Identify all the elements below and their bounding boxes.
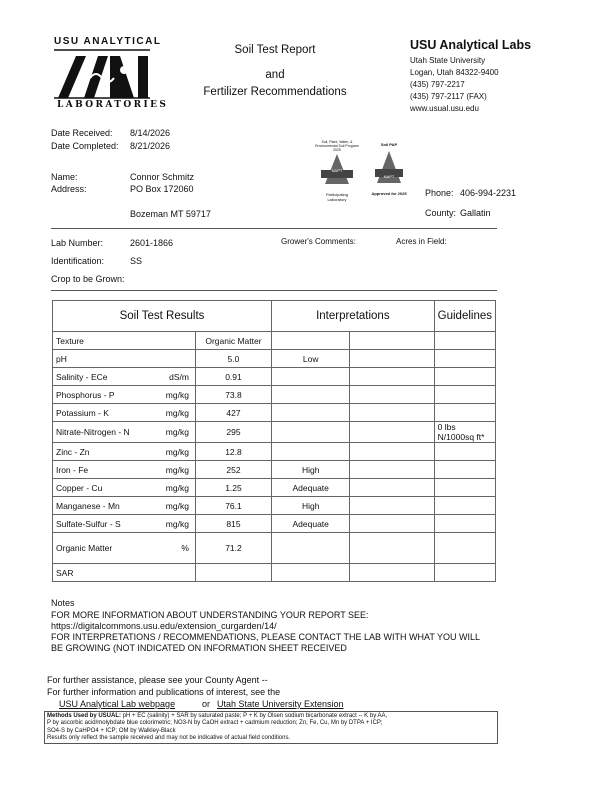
unit-cell: mg/kg [147,461,196,479]
napt-approved-badge [371,142,407,197]
date-received-value: 8/14/2026 [130,128,171,138]
table-row [53,515,496,533]
date-completed-label: Date Completed: [51,141,119,151]
table-row [53,368,496,386]
unit-cell: mg/kg [147,422,196,443]
interpretation-extra-cell [350,443,434,461]
badge-name: NAPT [331,168,343,173]
publications-text: For further information and publications of interest, see the [47,687,281,697]
test-name-cell: Manganese - Mn [53,497,147,515]
report-title-line2: and [265,69,285,81]
test-name-cell: Sulfate-Sulfur - S [53,515,147,533]
table-row [53,404,496,422]
usu-extension-link[interactable]: Utah State University Extension [217,699,344,709]
notes-line: BE GROWING (NOT INDICATED ON INFORMATION SHEET RECEIVED [51,643,347,653]
logo-top-text: USU ANALYTICAL [54,36,162,47]
client-county: Gallatin [460,208,491,218]
interpretation-extra-cell [350,461,434,479]
test-name-cell: pH [53,350,147,368]
test-name-cell: Organic Matter [53,533,147,564]
acres-label: Acres in Field: [396,237,447,246]
interpretation-extra-cell [350,515,434,533]
value-cell: 71.2 [195,533,271,564]
county-agent-text: For further assistance, please see your County Agent -- [47,675,268,685]
soil-test-results-header: Soil Test Results [53,301,272,332]
interpretation-cell [271,533,349,564]
guideline-cell: 0 lbs N/1000sq ft* [434,422,495,443]
date-received-label: Date Received: [51,128,113,138]
methods-disclaimer: Results only reflect the sample received and may not be indicative of actual field conditions. [47,734,291,741]
table-row [53,443,496,461]
usu-analytical-lab-link[interactable]: USU Analytical Lab webpage [59,699,176,709]
lab-logo-icon [54,48,150,100]
name-label: Name: [51,172,78,182]
guidelines-header: Guidelines [434,301,495,332]
methods-title: Methods Used by USUAL: [47,713,122,719]
lab-fax: (435) 797-2117 (FAX) [410,92,487,101]
interpretation-extra-cell [350,386,434,404]
table-row [53,533,496,564]
growers-comments-label: Grower's Comments: [281,237,356,246]
notes-line: FOR MORE INFORMATION ABOUT UNDERSTANDING YOUR REPORT SEE: [51,610,369,620]
methods-box [44,711,498,744]
test-name-cell: Potassium - K [53,404,147,422]
interpretation-cell [271,443,349,461]
guideline-cell [434,332,495,350]
methods-line: SO4-S by CaHPO4 + ICP; OM by Walkley-Black [47,727,176,734]
interpretation-cell: Low [271,350,349,368]
value-cell: 5.0 [195,350,271,368]
lab-address-line: Utah State University [410,56,486,65]
lab-phone: (435) 797-2217 [410,80,465,89]
table-row [53,350,496,368]
divider [51,290,497,291]
notes-line: FOR INTERPRETATIONS / RECOMMENDATIONS, PLEASE CONTACT THE LAB WITH WHAT YOU WILL [51,632,481,642]
report-title-line3: Fertilizer Recommendations [203,86,347,98]
test-name-cell: Texture [53,332,147,350]
value-cell: 252 [195,461,271,479]
guideline-cell [434,368,495,386]
notes-label: Notes [51,598,75,608]
logo-bottom-text: LABORATORIES [57,100,169,110]
guideline-cell [434,497,495,515]
client-city: Bozeman MT 59717 [130,209,211,219]
date-completed-value: 8/21/2026 [130,141,171,151]
interpretation-cell [271,368,349,386]
methods-line: P by ascorbic acid/molybdate blue colorimetric; NO3-N by CaOH extract + cadmium reduction; Zn, Fe, Cu, Mn by DTPA + ICP; [47,720,383,727]
interpretation-extra-cell [350,350,434,368]
value-cell: 73.8 [195,386,271,404]
interpretation-cell [271,332,349,350]
address-label: Address: [51,184,87,194]
test-name-cell: Salinity - ECe [53,368,147,386]
badge-caption: Soil, Plant, Water, & Environmental Soil Program 2025 [315,140,359,152]
value-cell: 12.8 [195,443,271,461]
interpretation-cell [271,386,349,404]
badge-bottom: Participating Laboratory [325,192,348,202]
test-name-cell: Phosphorus - P [53,386,147,404]
guideline-cell [434,404,495,422]
value-cell: 1.25 [195,479,271,497]
lab-number-value: 2601-1866 [130,238,174,248]
table-row [53,461,496,479]
interpretation-cell [271,422,349,443]
unit-cell [147,564,196,582]
unit-cell: dS/m [147,368,196,386]
value-cell: 427 [195,404,271,422]
interpretation-cell: High [271,461,349,479]
value-cell: 815 [195,515,271,533]
interpretation-extra-cell [350,404,434,422]
guideline-cell [434,479,495,497]
lab-name: USU Analytical Labs [410,38,532,52]
client-phone: 406-994-2231 [460,188,517,198]
guideline-cell [434,443,495,461]
interpretation-cell [271,564,349,582]
client-address: PO Box 172060 [130,184,194,194]
test-name-cell: SAR [53,564,147,582]
napt-badge-icon [371,147,407,187]
guideline-cell [434,350,495,368]
lab-website[interactable]: www.usual.usu.edu [410,104,479,113]
table-row [53,332,496,350]
test-name-cell: Zinc - Zn [53,443,147,461]
lab-address-line: Logan, Utah 84322-9400 [410,68,499,77]
test-name-cell: Iron - Fe [53,461,147,479]
unit-cell: mg/kg [147,386,196,404]
unit-cell: mg/kg [147,479,196,497]
interpretation-extra-cell [350,564,434,582]
interpretation-extra-cell [350,368,434,386]
guideline-cell [434,461,495,479]
interpretation-extra-cell [350,533,434,564]
report-title-line1: Soil Test Report [234,44,316,56]
interpretations-header: Interpretations [271,301,434,332]
interpretation-cell [271,404,349,422]
table-row [53,479,496,497]
table-row [53,564,496,582]
unit-cell [147,332,196,350]
interpretation-extra-cell [350,479,434,497]
unit-cell: mg/kg [147,443,196,461]
crop-label: Crop to be Grown: [51,274,125,284]
unit-cell: mg/kg [147,404,196,422]
guideline-cell [434,515,495,533]
guideline-cell [434,386,495,404]
test-name-cell: Copper - Cu [53,479,147,497]
unit-cell [147,350,196,368]
table-header-row [53,301,496,332]
identification-value: SS [130,256,143,266]
value-cell: Organic Matter [195,332,271,350]
unit-cell: % [147,533,196,564]
table-row [53,422,496,443]
notes-url[interactable]: https://digitalcommons.usu.edu/extension_curgarden/14/ [51,621,277,631]
badge-caption: Soil PAP [380,142,398,147]
client-name: Connor Schmitz [130,172,195,182]
methods-line: pH + EC (salinity) + SAR by saturated paste; P + K by Olsen sodium bicarbonate extract -- K by AA, [121,713,388,719]
badge-bottom: Approved for 2025 [371,191,407,196]
unit-cell: mg/kg [147,515,196,533]
value-cell [195,564,271,582]
value-cell: 0.91 [195,368,271,386]
guideline-cell [434,533,495,564]
napt-participating-badge [313,140,361,202]
interpretation-extra-cell [350,422,434,443]
county-label: County: [425,208,457,218]
interpretation-cell: High [271,497,349,515]
divider [51,228,497,229]
table-row [53,386,496,404]
lab-number-label: Lab Number: [51,238,104,248]
value-cell: 295 [195,422,271,443]
value-cell: 76.1 [195,497,271,515]
soil-test-results-table [52,300,496,582]
phone-label: Phone: [425,188,454,198]
interpretation-cell: Adequate [271,515,349,533]
interpretation-cell: Adequate [271,479,349,497]
test-name-cell: Nitrate-Nitrogen - N [53,422,147,443]
interpretation-extra-cell [350,497,434,515]
guideline-cell [434,564,495,582]
badge-name: NAPT [383,174,395,179]
unit-cell: mg/kg [147,497,196,515]
or-text: or [202,699,211,709]
interpretation-extra-cell [350,332,434,350]
identification-label: Identification: [51,256,105,266]
table-row [53,497,496,515]
